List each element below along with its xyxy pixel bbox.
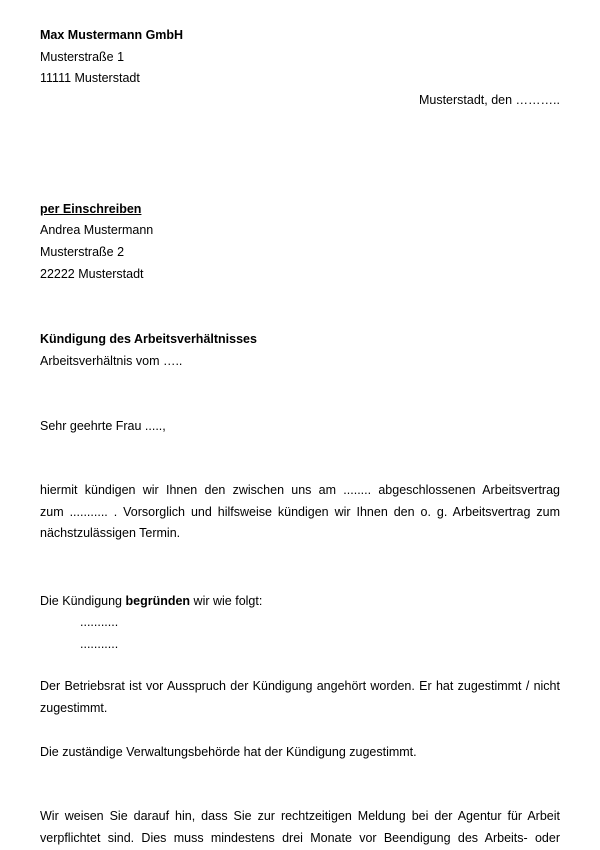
sender-company: Max Mustermann GmbH <box>40 28 184 42</box>
recipient-city: 22222 Musterstadt <box>40 267 144 281</box>
works-council-paragraph <box>40 676 560 719</box>
works-council-line-2: zugestimmt. <box>40 700 108 715</box>
reasons-emphasis: begründen <box>125 594 191 608</box>
sender-street: Musterstraße 1 <box>40 50 125 64</box>
notice-line-2: verpflichtet sind. Dies muss mindestens drei Monate vor Beendigung des Arbeits- oder <box>40 830 560 845</box>
works-council-line-1: Der Betriebsrat ist vor Ausspruch der Kündigung angehört worden. Er hat zugestimmt / nicht <box>40 679 560 693</box>
reasons-prefix: Die Kündigung <box>40 594 126 608</box>
subject-subline: Arbeitsverhältnis vom ….. <box>40 354 183 368</box>
reason-item-1: ........... <box>80 615 119 629</box>
reasons-intro <box>40 593 262 609</box>
notice-paragraph <box>40 806 560 849</box>
termination-line-3: nächstzulässigen Termin. <box>40 526 181 540</box>
termination-paragraph <box>40 480 560 545</box>
termination-line-2: zum ........... . Vorsorglich und hilfsweise kündigen wir Ihnen den o. g. Arbeitsvertrag zum <box>40 504 560 519</box>
subject-title: Kündigung des Arbeitsverhältnisses <box>40 332 257 346</box>
recipient-name: Andrea Mustermann <box>40 223 154 237</box>
salutation: Sehr geehrte Frau ....., <box>40 419 166 433</box>
reasons-suffix: wir wie folgt: <box>190 594 263 608</box>
reason-item-2: ........... <box>80 637 119 651</box>
delivery-method: per Einschreiben <box>40 202 142 216</box>
place-date: Musterstadt, den ……….. <box>418 93 560 107</box>
authority-sentence: Die zuständige Verwaltungsbehörde hat der Kündigung zugestimmt. <box>40 745 417 759</box>
sender-city: 11111 Musterstadt <box>40 71 140 85</box>
termination-line-1: hiermit kündigen wir Ihnen den zwischen uns am ........ abgeschlossenen Arbeitsvertrag <box>40 483 560 497</box>
recipient-street: Musterstraße 2 <box>40 245 125 259</box>
notice-line-1: Wir weisen Sie darauf hin, dass Sie zur rechtzeitigen Meldung bei der Agentur für Arbeit <box>40 809 560 823</box>
